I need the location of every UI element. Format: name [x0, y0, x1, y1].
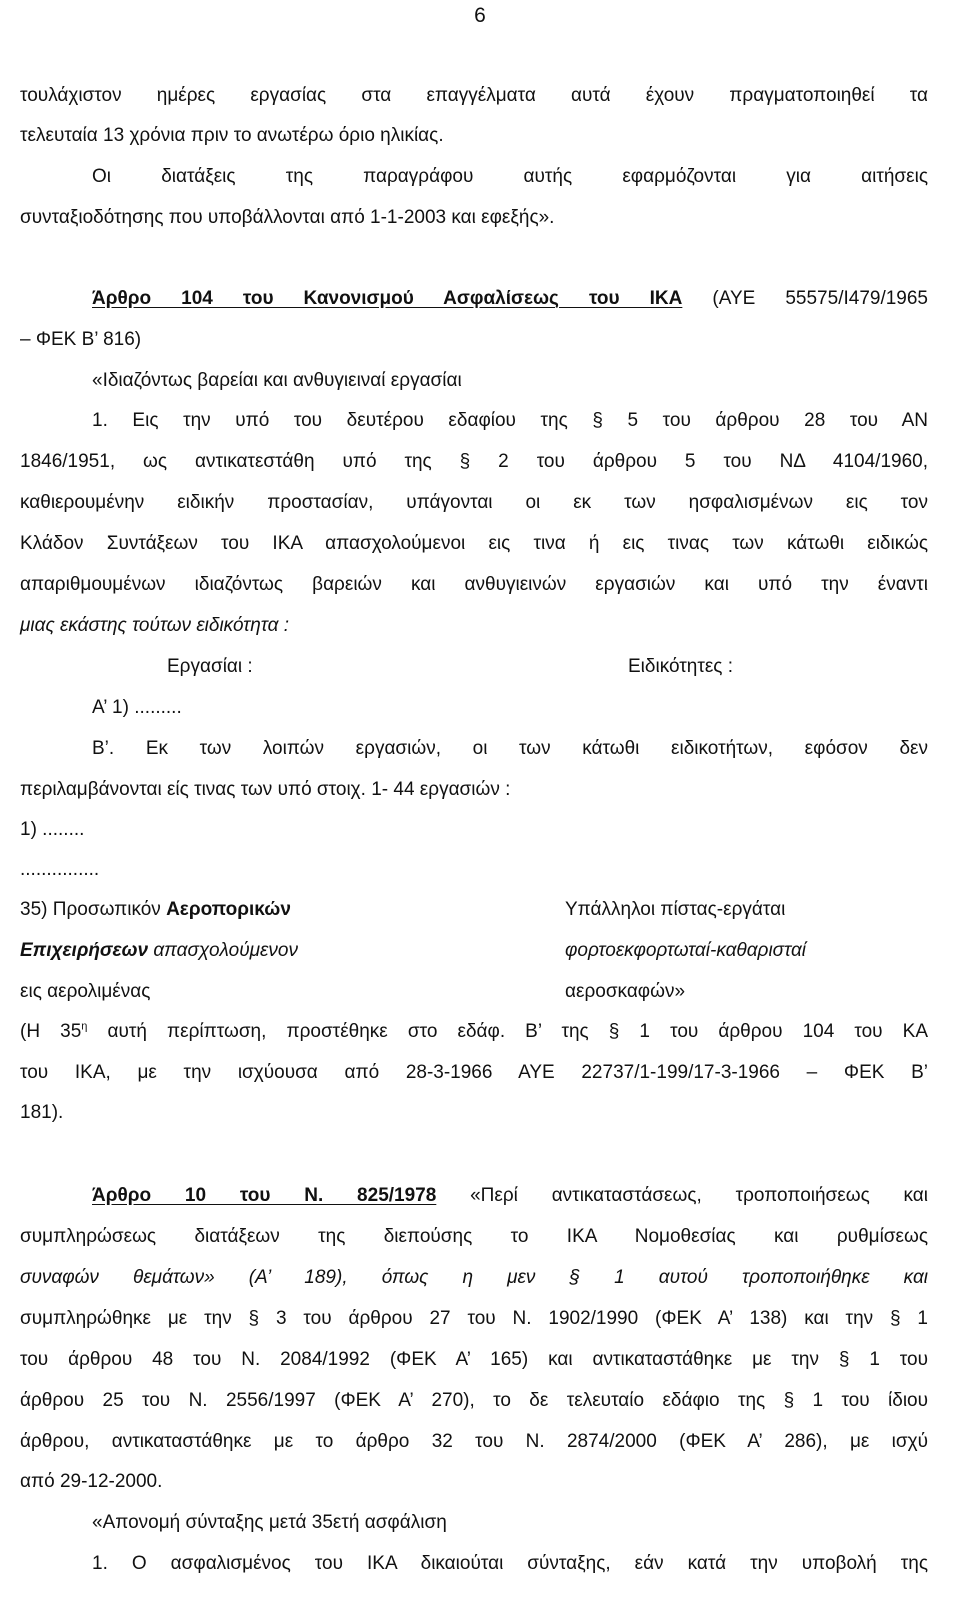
item-35-right-line: αεροσκαφών» — [565, 981, 686, 1002]
note-line: του ΙΚΑ, με την ισχύουσα από 28-3-1966 ΑΥΕ 22737/1-199/17-3-1966 – ΦΕΚ Β’ — [20, 1062, 928, 1083]
text-line: Β’. Εκ των λοιπών εργασιών, οι των κάτωθι ειδικοτήτων, εφόσον δεν — [92, 738, 928, 759]
list-item: 1) ........ — [20, 819, 85, 840]
page-number: 6 — [474, 4, 486, 27]
item-35-text: απασχολούμενον — [148, 940, 298, 961]
text-line: συμπληρώθηκε με την § 3 του άρθρου 27 του Ν. 1902/1990 (ΦΕΚ Α’ 138) και την § 1 — [20, 1308, 928, 1329]
text-line: Οι διατάξεις της παραγράφου αυτής εφαρμόζονται για αιτήσεις — [92, 166, 928, 187]
column-header-right: Ειδικότητες : — [628, 656, 734, 677]
item-35-left-line — [20, 900, 291, 919]
text-line: συμπληρώσεως διατάξεων της διεπούσης το ΙΚΑ Νομοθεσίας και ρυθμίσεως — [20, 1226, 928, 1247]
note-line: (Η $35^\eta$ αυτή περίπτωση, προστέθηκε στο εδάφ. Β’ της § 1 του άρθρου 104 του ΚΑ — [20, 1020, 928, 1042]
text-line: άρθρου, αντικαταστάθηκε με το άρθρο 32 του Ν. 2874/2000 (ΦΕΚ Α’ 286), με ισχύ — [20, 1431, 928, 1452]
text-line: άρθρου 25 του Ν. 2556/1997 (ΦΕΚ Α’ 270), το δε τελευταίο εδάφιο της § 1 του ίδιου — [20, 1390, 928, 1411]
item-35-label: 35) Προσωπικόν — [20, 899, 167, 920]
text-line: 1846/1951, ως αντικατεστάθη υπό της § 2 του άρθρου 5 του ΝΔ 4104/1960, — [20, 451, 928, 472]
note-line: 181). — [20, 1102, 64, 1123]
text-line: τουλάχιστον ημέρες εργασίας στα επαγγέλματα αυτά έχουν πραγματοποιηθεί τα — [20, 85, 928, 106]
text-line: απαριθμουμένων ιδιαζόντως βαρειών και ανθυγιεινών εργασιών και υπό την έναντι — [20, 574, 928, 595]
item-35-bold: Επιχειρήσεων — [20, 940, 149, 961]
article-10-heading-rest: «Περί αντικαταστάσεως, τροποποιήσεως και — [436, 1185, 929, 1206]
ellipsis-line: ............... — [20, 859, 100, 880]
item-35-left-line: εις αερολιμένας — [20, 981, 151, 1002]
article-10-heading: Άρθρο 10 του Ν. 825/1978 — [92, 1185, 437, 1206]
text-line: καθιερουμένην ειδικήν προστασίαν, υπάγονται οι εκ των ησφαλισμένων εις τον — [20, 492, 928, 513]
text-line: του άρθρου 48 του Ν. 2084/1992 (ΦΕΚ Α’ 165) και αντικαταστάθηκε με την § 1 του — [20, 1349, 928, 1370]
section-title: «Απονομή σύνταξης μετά 35ετή ασφάλιση — [92, 1512, 447, 1533]
text-line: 1. Εις την υπό του δευτέρου εδαφίου της § 5 του άρθρου 28 του ΑΝ — [92, 410, 928, 431]
text-line: 1. Ο ασφαλισμένος του ΙΚΑ δικαιούται σύνταξης, εάν κατά την υποβολή της — [92, 1553, 928, 1574]
column-header-left: Εργασίαι : — [167, 656, 253, 677]
item-35-bold: Αεροπορικών — [166, 899, 291, 920]
article-10-heading-line — [92, 1186, 928, 1205]
text-line: από 29-12-2000. — [20, 1471, 163, 1492]
article-104-heading-line — [92, 289, 928, 308]
text-line: συνταξιοδότησης που υποβάλλονται από 1-1-2003 και εφεξής». — [20, 207, 555, 228]
article-104-heading-ref: (ΑΥΕ 55575/Ι479/1965 — [682, 288, 928, 309]
text-line: συναφών θεμάτων» (Α’ 189), όπως η μεν § 1 αυτού τροποποιήθηκε και — [20, 1267, 928, 1288]
text-line: – ΦΕΚ Β’ 816) — [20, 329, 142, 350]
text-line: τελευταία 13 χρόνια πριν το ανωτέρω όριο ηλικίας. — [20, 125, 444, 146]
text-line: περιλαμβάνονται είς τινας των υπό στοιχ. 1- 44 εργασιών : — [20, 779, 511, 800]
item-35-right-line: Υπάλληλοι πίστας-εργάται — [565, 899, 786, 920]
text-line: Κλάδον Συντάξεων του ΙΚΑ απασχολούμενοι εις τινα ή εις τινας των κάτωθι ειδικώς — [20, 533, 928, 554]
article-104-heading: Άρθρο 104 του Κανονισμού Ασφαλίσεως του ΙΚΑ — [92, 288, 683, 309]
text-line: μιας εκάστης τούτων ειδικότητα : — [20, 615, 289, 636]
article-104-title: «Ιδιαζόντως βαρείαι και ανθυγιειναί εργασίαι — [92, 370, 462, 391]
item-35-right-line: φορτοεκφορτωταί-καθαρισταί — [565, 940, 807, 961]
list-item: Α’ 1) ......... — [92, 697, 182, 718]
item-35-left-line — [20, 941, 298, 960]
